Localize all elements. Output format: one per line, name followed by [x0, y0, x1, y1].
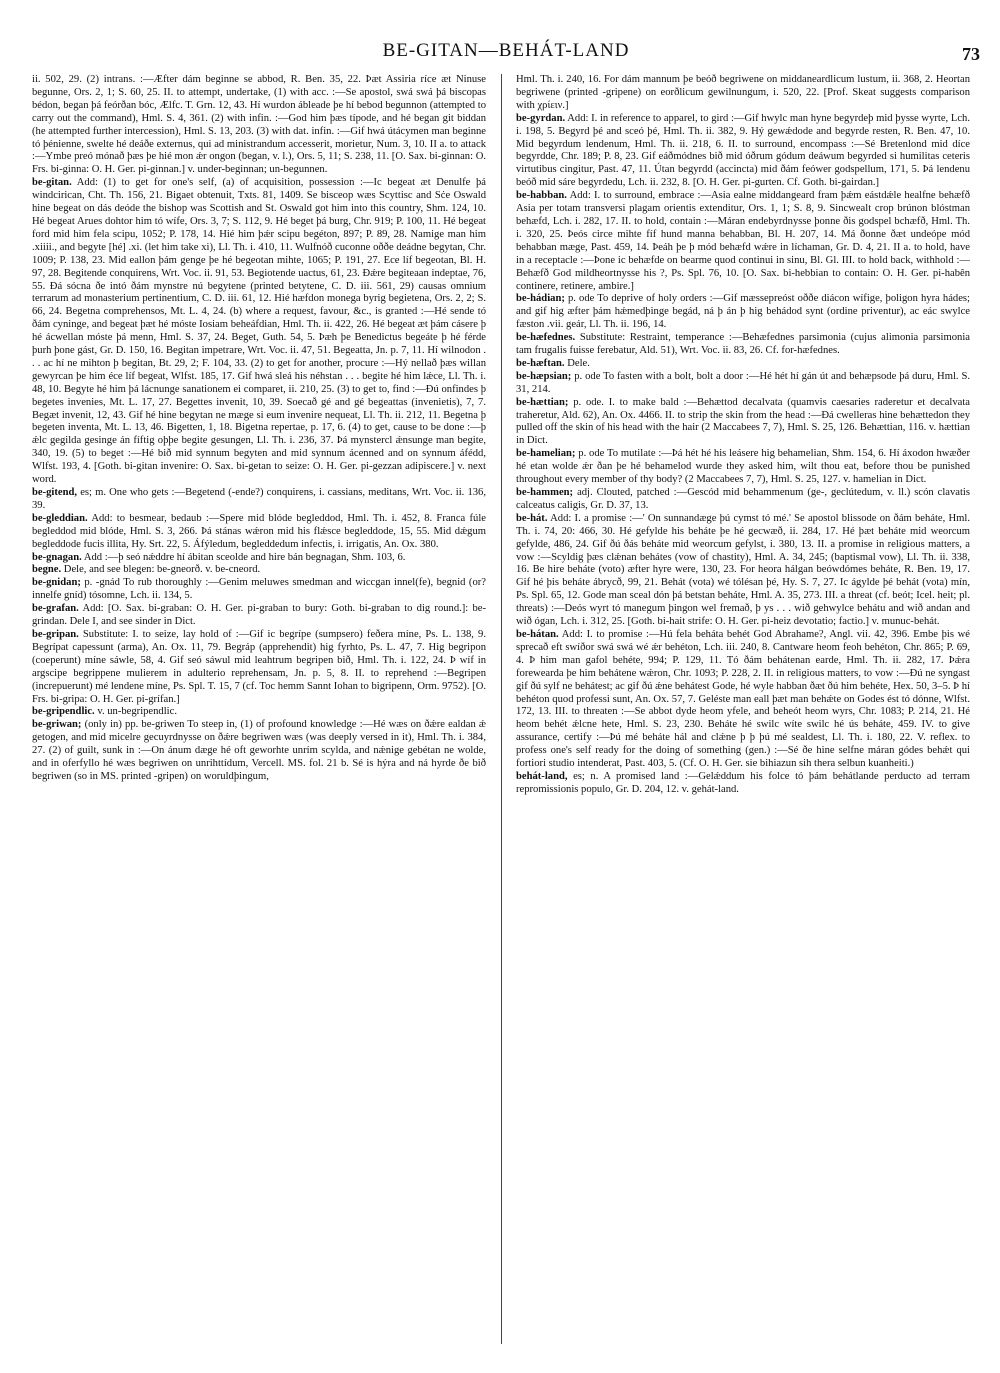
entry-body: p. ode To deprive of holy orders :—Gif mæssepreóst oððe diácon wífige, þoligon hyra hádes; and gif hig æfter þám hǽmedþinge begád, ná þ án þ hig behádod synt (ordine priventur), ac eác swylce fæston .vii. geár, Ll. Th. ii. 196, 14. [516, 293, 970, 331]
entry-body: Dele. [567, 357, 590, 369]
dictionary-entry [32, 552, 486, 565]
dictionary-entry [516, 448, 970, 487]
entry-headword: be-gyrdan. [516, 112, 566, 124]
dictionary-entry [32, 719, 486, 784]
column-divider [501, 74, 502, 1344]
entry-headword: be-hamelian; [516, 448, 576, 460]
entry-body: Add: I. to surround, embrace :—Asia ealne middangeard fram þǽm eástdǽle healfne behæfð Asia per totam transversi plagam orientis extenditur, Ors. 1, 1; S. 8, 9. Sincwealt crop brúnon blóstman behæfd, Lch. i. 282, 17. II. to hold, contain :—Máran endebyrdnysse þonne ðis godspel bchæfð, Hml. Th. i. 320, 25. Þeós circe mihte fíf hund manna behabban, Bl. H. 207, 14. Má ðonne ðæt undeópe mód behabban mæge, Past. 459, 14. Þeáh þe þ mód behæfd wǽre in líchaman, Gr. D. 4, 21. II a. to hold, have in a receptacle :—Þone ic behæfde on bearme quod continui in sinu, Bl. Gl. III. to hold back, withhold :—Behæfð God mildheortnysse his ?, Ps. Spl. 76, 10. [O. Sax. bi-hebbian to contain: O. H. Ger. pi-habên continere, retinere, ambire.] [516, 190, 970, 292]
entry-headword: be-hæftan. [516, 357, 565, 369]
dictionary-entry [516, 358, 970, 371]
entry-body: Add: [O. Sax. bi-graban: O. H. Ger. pi-graban to bury: Goth. bi-graban to dig round.]: be-grindan. Dele I, and see sinder in Dict. [32, 603, 486, 628]
entry-headword: be-hátan. [516, 628, 559, 640]
entry-headword: be-hádian; [516, 293, 565, 305]
entry-body: v. un-begripendlic. [97, 706, 177, 718]
entry-body: Add: I. a promise :—' On sunnandæge þú cymst tó mé.' Se apostol blissode on ðám beháte, Hml. Th. i. 74, 20: 466, 30. Hé gefylde his beháte þe hé gecwæð, ii. 284, 17. Hé þæt beháte mid weorcum gefylde, 486, 24. Gif ðú ðás beháte mid weorcum gefylst, i. 380, 13. II. a promise in religious matters, a vow :—Scyldig þæs clǽnan behátes (vow of chastity), Hml. A. 34, 245; (baptismal vow), Ll. Th. ii. 338, 16. Be hire beháte (voto) æfter hyre were, 130, 23. For heora hálgan beówdómes beháte, R. Ben. 19, 17. Gif hé þis beháte ábrycð, 99, 21. Behát (vota) wé tólésan þé, Hy. S. 7, 27. Ic ágylde þé behát (vota) mín, Ps. Spl. 65, 12. Gode man sceal dón þá betstan beháte, Hml. A. 35, 273. III. a threat (cf. beót; Icel. heit; pl. threats) :—Deós wyrt tó manegum þingon wel fremað, þ ys . . . wið gehwylce behátu and wið andan and wið ógan, Lch. i. 312, 25. [Goth. bi-hait strife: O. H. Ger. pi-heiz devotatio; factio.] v. munuc-behát. [516, 512, 970, 628]
entry-body: p. ode To mutilate :—Þá hét hé his leásere hig behamelian, Shm. 154, 6. Hí áxodon hwæðer hé etan wolde ǽr ðan þe hé behamelod wurde they asked him, wilt thou eat, before thou be punished throughout every member of thy body? (2 Maccabees 7, 7), Hml. S. 25, 127. v. hamelian in Dict. [516, 448, 970, 486]
entry-body: Substitute: Restraint, temperance :—Behæfednes parsimonia (cujus alimonia parsimonia tam frugalis fuisse ferebatur, Ald. 51), Wrt. Voc. ii. 83, 26. Cf. for-hæfednes. [516, 332, 970, 357]
entry-body: Add: I. to promise :—Hú fela beháta behét God Abrahame?, Angl. vii. 42, 396. Embe þis wé sprecað eft swíðor swá swá wé ǽr behéton, Lch. iii. 240, 8. Cantware heom feoh behéton, Chr. 865; P. 69, 4. Þ him man gafol behéte, 994; P. 129, 11. Tó ðám behátenan earde, Hml. Th. ii. 282, 17. Þǽra forewearda þe him behátene wǽron, Chr. 1093; P. 228, 2. II. in religious matters, to vow :—Ðú ne syngast gif ðú sylf ne behátest; ac gif ðú ǽne behátest Gode, hé wyle habban ðæt ðú him behéte, Hex. 50, 3–5. Þ hí behéton quod professi sunt, An. Ox. 57, 7. Geléste man eall þæt man behǽte on Godes ést tó dónne, Wlfst. 172, 13. III. to threaten :—Se abbot dyde heom yfele, and beheót heom wyrs, Chr. 1083; P. 214, 21. Hé heom behét ǽlcne hete, Hml. S. 23, 230. Beháte hé swilc wíte swilc hé ús beháte, 459. IV. to give assurance, certify :—Þú mé beháte hál and clǽne þ þ þú mé sealdest, Ll. Th. i. 180, 22. V. reflex. to profess one's self ready for the doing of something (gen.) :—Sé ðe hine selfne máran gódes behǽt qui fortiori studio intenderat, Past. 403, 5. (Cf. O. H. Ger. sie bihiazun sih thera selbun kuanheiti.) [516, 628, 970, 770]
entry-body: Substitute: I. to seize, lay hold of :—Gif ic begrípe (sumpsero) feðera míne, Ps. L. 138, 9. Begrípat capessunt (arma), An. Ox. 11, 79. Begráp (apprehendit) hig fyrhto, Ps. L. 47, 7. Hig begripon (coeperunt) míne sáwle, 58, 4. Gif seó sáwul mid leahtrum begripen bið, Hml. Th. i. 122, 24. Þ wíf in argscipe begrippene mulierem in adulterio reprehensam, Jn. p. 5, 8. II. to reprehend :—Begripen (increpuerunt) mé lendene míne, Ps. Spl. T. 15, 7 (cf. Toc hemm Sannt Iohan to bigripenn, Orm. 9752). [O. Frs. bi-gripa: O. H. Ger. pi-grífan.] [32, 628, 486, 705]
left-column [32, 74, 486, 1344]
dictionary-entry [516, 513, 970, 629]
dictionary-entry [516, 113, 970, 190]
dictionary-entry [32, 74, 486, 177]
entry-headword: be-hammen; [516, 487, 574, 498]
dictionary-entry [516, 190, 970, 293]
entry-body: ii. 502, 29. (2) intrans. :—Æfter dám beginne se abbod, R. Ben. 35, 22. Þæt Assiria ríce æt Ninuse begunne, Ors. 2, 1; S. 60, 25. II. to attempt, undertake, (1) with acc. :—Se apostol, swá swá þá biscopas bédon, began þá feórðan bóc, Ælfc. T. Grn. 12, 43. Hí wurdon ábleade þe hí bebod begunnon (attempted to carry out the command), Hml. S. 4, 361. (2) with infin. :—God him þæs típode, and hé began git biddan (he attempted further intercession), Hml. S. 13, 203. (3) with dat. infin. :—Gif hwá útácymen man beginne tó þénienne, swelte hé deáðe externus, qui ad ministrandum accesserit, morietur, Num. 3, 10. II a. to attack :—Ymbe preó mónað þæs þe hié mon ǽr ongon (began, v. l.), Ors. 5, 11; S. 238, 11. [O. Sax. bi-ginnan: O. Frs. bi-ginna: O. H. Ger. pi-ginnan.] v. under-beginnan; un-begunnen. [32, 74, 486, 176]
entry-body: p. -gnád To rub thoroughly :—Genim meluwes smedman and wiccgan innel(fe), begnid (or? innelfe gníd) tósomne, Lch. ii. 134, 5. [32, 577, 486, 602]
dictionary-entry [516, 771, 970, 797]
dictionary-entry [32, 513, 486, 552]
entry-headword: be-hát. [516, 512, 548, 524]
dictionary-entry [516, 332, 970, 358]
entry-headword: be-griwan; [32, 719, 82, 731]
entry-headword: be-grafan. [32, 603, 79, 615]
dictionary-entry [516, 397, 970, 449]
entry-body: es; n. A promised land :—Gelǽddum his folce tó þám behátlande perducto ad terram repromissionis populo, Gr. D. 204, 12. v. gehát-land. [516, 770, 970, 795]
entry-headword: be-gitend, [32, 487, 78, 498]
dictionary-entry [32, 177, 486, 487]
entry-body: (only in) pp. be-griwen To steep in, (1) of profound knowledge :—Hé wæs on ðǽre ealdan ǽ getogen, and mid micelre gecuyrdnysse on ðǽre begriwen wæs (was deeply versed in it), Hml. Th. i. 384, 27. (2) of guilt, sunk in :—On ánum dæge hé oft geworhte unrím scylda, and nǽnige gebétan ne wolde, and in oferfyllo hé wæs begriwen on unrihttídum, Vercell. MS. fol. 21 b. Sé is hýra and ná hyrde ðe bið begriwen (so in MS. printed -gripen) on woruldþingum, [32, 719, 486, 782]
dictionary-entry [32, 603, 486, 629]
page-number: 73 [962, 44, 980, 64]
dictionary-entry [516, 74, 970, 113]
dictionary-entry [32, 487, 486, 513]
running-head: BE-GITAN—BEHÁT-LAND [382, 40, 630, 61]
entry-body: Add: I. in reference to apparel, to gird :—Gif hwylc man hyne begyrdeþ mid þysse wyrte, Lch. i. 198, 5. Begyrd þé and sceó þé, Hml. Th. ii. 382, 9. Hý gewǽdode and begyrde resten, R. Ben. 47, 10. Mid begyrdum lendenum, Hml. Th. ii. 218, 6. II. to surround, encompass :—Sé Bretenlond mid díce begyrdde, Chr. 189; P. 8, 23. Gif eáðmódnes bið mid óðrum gódum deáwum begyrded si humilitas ceteris virtutibus cingitur, Past. 47, 11. Útan begyrdd (accincta) mid ðám feówer godspellum, 171, 5. Þá lendenu beóð mid sáre begyrdedu, Lch. ii. 232, 8. [O. H. Ger. pi-gurten. Cf. Goth. bi-gairdan.] [516, 112, 970, 189]
entry-headword: be-gnagan. [32, 551, 82, 563]
entry-headword: be-gitan. [32, 177, 72, 189]
entry-headword: be-hæfednes. [516, 332, 576, 344]
entry-headword: behát-land, [516, 770, 568, 782]
entry-body: es; m. One who gets :—Begetend (-ende?) conquirens, i. cassians, meditans, Wrt. Voc. ii. 136, 39. [32, 487, 486, 511]
entry-body: Add :—þ seó nǽddre hí ábitan sceolde and hire bán begnagan, Shm. 103, 6. [83, 551, 406, 563]
dictionary-entry [516, 293, 970, 332]
entry-body: adj. Clouted, patched :—Gescód mid behammenum (ge-, geclútedum, v. ll.) scón clavatis calceatus caligis, Gr. D. 37, 13. [516, 487, 970, 511]
entry-body: p. ode. I. to make bald :—Behættod decalvata (quamvis caesaries raderetur et decalvata traheretur, Ald. 62), An. Ox. 4466. II. to strip the skin from the head :—Ðá cwelleras hine behættedon they pulled off the skin of his head with the hair (2 Maccabees 7, 7), Hml. S. 25, 126. Behættian, 116. v. hættian in Dict. [516, 396, 970, 447]
entry-headword: be-hæpsian; [516, 370, 572, 382]
entry-headword: begne. [32, 564, 62, 576]
entry-headword: be-hættian; [516, 396, 569, 408]
dictionary-entry [32, 564, 486, 577]
entry-headword: be-gleddian. [32, 512, 88, 524]
dictionary-entry [32, 577, 486, 603]
entry-body: p. ode To fasten with a bolt, bolt a door :—Hé hét hí gán út and behæpsode þá duru, Hml. S. 31, 214. [516, 370, 970, 395]
dictionary-entry [32, 629, 486, 706]
dictionary-entry [516, 371, 970, 397]
entry-headword: be-gripendlic. [32, 706, 95, 718]
right-column [516, 74, 970, 1344]
dictionary-entry [32, 706, 486, 719]
entry-headword: be-gnidan; [32, 577, 81, 589]
entry-headword: be-habban. [516, 190, 567, 202]
entry-body: Hml. Th. i. 240, 16. For dám mannum þe beóð begriwene on middaneardlicum lustum, ii. 368, 2. Heortan begriwene (printed -gripene) on eorðlicum gewilnungum, i. 520, 22. [Prof. Skeat suggests comparison with χρίειν.] [516, 74, 970, 111]
entry-body: Add: to besmear, bedaub :—Spere mid blóde begleddod, Hml. Th. i. 452, 8. Franca fúle begleddod mid blóde, Hml. S. 3, 266. Þá stánas wǽron mid his flǽsce begleddode, 15, 55. Mid dǽgum begleddode fucis illita, Hy. Srt. 22, 5. Áfýledum, begleddedum infectis, i. irrigatis, An. Ox. 380. [32, 512, 486, 550]
entry-body: Add: (1) to get for one's self, (a) of acquisition, possession :—Ic begeat æt Denulfe þá windcirican, Cht. Th. 156, 21. Bigaet obtenuit, Txts. 81, 1409. Se bisceop wæs Scyttisc and Sċe Oswald hine begeat on dás deóde the bishop was Scottish and St. Oswald got him into this country, Shm. 124, 10. Hé begeat Arues dohtor him tó wífe, Ors. 3, 7; S. 112, 9. Hé beget þá burg, Chr. 919; P. 100, 11. Hé begeat ford mid him fela scipu, 1052; P. 178, 14. Hié him þǽr scipu begéton, 897; P. 89, 28. Namige man him .xiiii., and begyte [hé] .xi. (let him take xi), Ll. Th. i. 410, 11. Wulfnóð cuconne oððe deádne begytan, Chr. 1009; P. 138, 23. Mid eallon þám genge þe hé begeotan mihte, 1065; P. 191, 27. Ece líf begeotan, Bl. H. 97, 28. Begitende conquirens, Wrt. Voc. ii. 91, 53. Begiotende uactus, 61, 23. Ðǽre begiteaan indeptae, 76, 55. Ðá sócna ðe intó ðám mynstre nú begytene (printed betytene, C. D. iii. 561, 29) causas omnium terrarum ad monasterium pertinentium, C. D. iii. 61, 12. Hié hæfdon monega byrig begietena, Ors. 2, 2; S. 66, 24. Begetna comprehensos, Mt. L. 4, 24. (b) where a request, favour, &c., is granted :—Hé sende tó ðám cyninge, and begeat þæt hé móste Iosiam beheáfdian, Hml. Th. ii. 422, 26. Hé begeat æt þám cásere þ hé ácwellan móste þá menn, Hml. S. 37, 24. Beget, Guth. 54, 5. Þæh þe Benedictus begeáte þ hé férde þurh þone gást, Gr. D. 150, 16. Begitan impetrare, Wrt. Voc. ii. 47, 51. Begeatta, Jn. p. 7, 11. Hí wilnodon . . . ac hí ne mihton þ begitan, Bt. 29, 2; F. 104, 33. (2) to get for another, procure :—Hý nellað þæs willan gewyrcan þe him éce líf begeat, Wlfst. 185, 17. Gif hwá sleá his néhstan . . . begite hé him lǽce, Ll. Th. i. 48, 10. Begyte hé him þá lácnunge sanationem ei comparet, ii. 210, 25. (3) to get to, find :—Ðú onfindes þ begetes invenies, Mt. L. 17, 27. Begettes invenit, 10, 39. Soecað gé and gé begeattas (invenietis), 7, 7. Begæt invenit, 12, 43. Gif hé hine begytan ne mæge si eum invenire nequeat, Ll. Th. ii. 212, 11. Begetna þ begeten inventa, Mt. L. 13, 46. Bigetten, 1, 18. Bigetna repertae, p. 17, 6. (4) to get, cause to be done :—þ ǽlc gegilda gesinge án fíftig oþþe begite gesungen, Ll. Th. i. 236, 37. Þá mynstercl ǽnsunge man begite, 340, 19. (5) to beget :—Hé bið mid synnum begyten and mid synnum ácenned and on synnum áfédd, Wlfst. 193, 4. [Goth. bi-gitan invenire: O. Sax. bi-getan to seize: O. H. Ger. pi-gezzan adipiscere.] v. next word. [32, 177, 486, 486]
entry-headword: be-gripan. [32, 628, 79, 640]
dictionary-entry [516, 629, 970, 771]
dictionary-columns [32, 74, 978, 1344]
entry-body: Dele, and see blegen: be-gneorð. v. be-cneord. [63, 564, 261, 576]
page-header [32, 40, 980, 70]
dictionary-entry [516, 487, 970, 513]
